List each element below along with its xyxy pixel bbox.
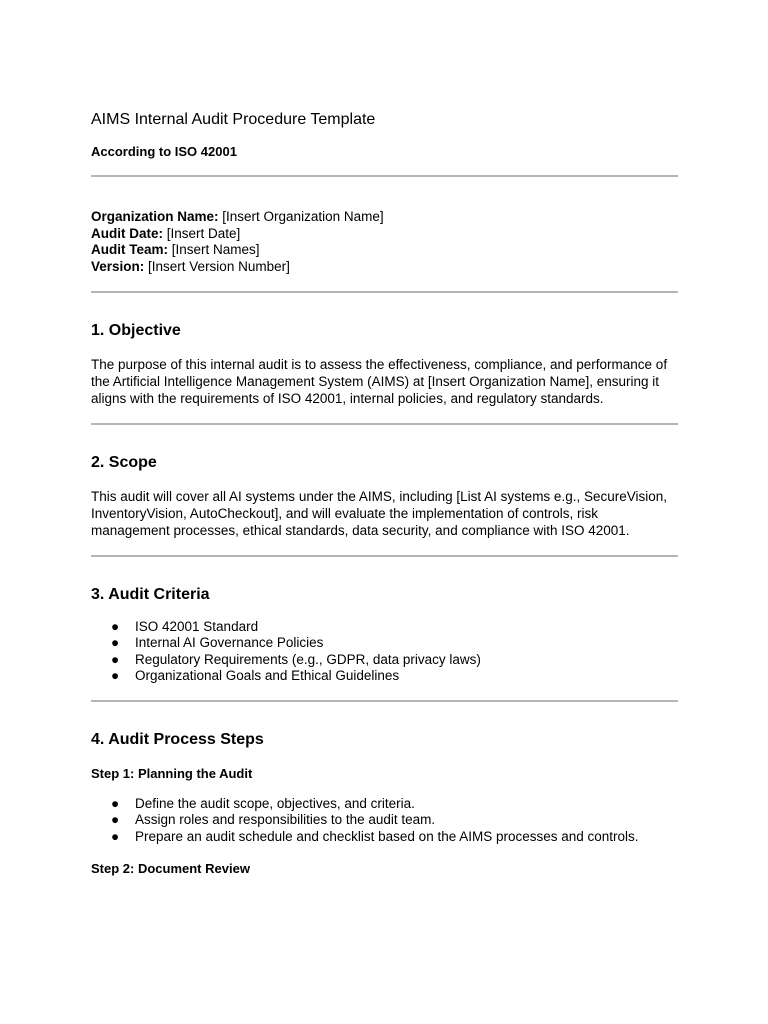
step-1-heading: Step 1: Planning the Audit xyxy=(91,766,253,782)
meta-organization-name xyxy=(91,209,678,226)
meta-audit-team xyxy=(91,242,678,259)
meta-label: Audit Date: xyxy=(91,225,163,241)
scope-paragraph: This audit will cover all AI systems under the AIMS, including [List AI systems e.g., SecureVision, InventoryVision, AutoCheckout], and will evaluate the implementation of controls, risk management processes, ethical standards, data security, and compliance with ISO 42001. xyxy=(91,489,668,538)
bullet-icon: ● xyxy=(111,651,120,667)
meta-value: [Insert Date] xyxy=(163,225,241,241)
bullet-icon: ● xyxy=(111,796,120,812)
audit-criteria-list xyxy=(91,619,678,684)
step-2-heading: Step 2: Document Review xyxy=(91,861,250,877)
bullet-icon: ● xyxy=(111,812,120,828)
list-item-text: Prepare an audit schedule and checklist based on the AIMS processes and controls. xyxy=(135,828,639,844)
list-item xyxy=(111,635,678,651)
divider xyxy=(91,291,678,293)
list-item xyxy=(111,829,678,845)
list-item-text: Internal AI Governance Policies xyxy=(135,635,324,651)
meta-label: Organization Name: xyxy=(91,209,219,224)
list-item xyxy=(111,668,678,684)
section-heading-audit-process: 4. Audit Process Steps xyxy=(91,731,264,749)
section-heading-scope: 2. Scope xyxy=(91,454,157,471)
document-subtitle: According to ISO 42001 xyxy=(91,144,237,159)
section-heading-audit-criteria: 3. Audit Criteria xyxy=(91,586,210,603)
step-1-list xyxy=(91,796,678,845)
list-item-text: ISO 42001 Standard xyxy=(135,619,259,634)
list-item xyxy=(111,619,678,635)
meta-version xyxy=(91,259,678,276)
bullet-icon: ● xyxy=(111,828,120,844)
list-item xyxy=(111,652,678,668)
list-item-text: Assign roles and responsibilities to the audit team. xyxy=(135,812,436,828)
section-heading-objective: 1. Objective xyxy=(91,322,181,339)
divider xyxy=(91,175,678,177)
divider xyxy=(91,700,678,702)
meta-label: Version: xyxy=(91,258,145,274)
list-item xyxy=(111,812,678,828)
divider xyxy=(91,423,678,425)
document-title: AIMS Internal Audit Procedure Template xyxy=(91,111,376,128)
meta-audit-date xyxy=(91,226,678,243)
meta-value: [Insert Names] xyxy=(168,242,260,257)
list-item-text: Organizational Goals and Ethical Guidelines xyxy=(135,667,400,683)
meta-value: [Insert Organization Name] xyxy=(218,209,384,224)
bullet-icon: ● xyxy=(111,635,120,651)
list-item xyxy=(111,796,678,812)
meta-label: Audit Team: xyxy=(91,242,168,257)
list-item-text: Define the audit scope, objectives, and criteria. xyxy=(135,796,415,812)
bullet-icon: ● xyxy=(111,619,120,634)
divider xyxy=(91,555,678,557)
bullet-icon: ● xyxy=(111,667,120,683)
objective-paragraph: The purpose of this internal audit is to assess the effectiveness, compliance, and performance of the Artificial Intelligence Management System (AIMS) at [Insert Organization Name], ensuring it aligns with the requirements of ISO 42001, internal policies, and regulatory standards. xyxy=(91,357,668,406)
meta-value: [Insert Version Number] xyxy=(144,258,290,274)
metadata-block xyxy=(91,209,678,275)
list-item-text: Regulatory Requirements (e.g., GDPR, data privacy laws) xyxy=(135,651,481,667)
